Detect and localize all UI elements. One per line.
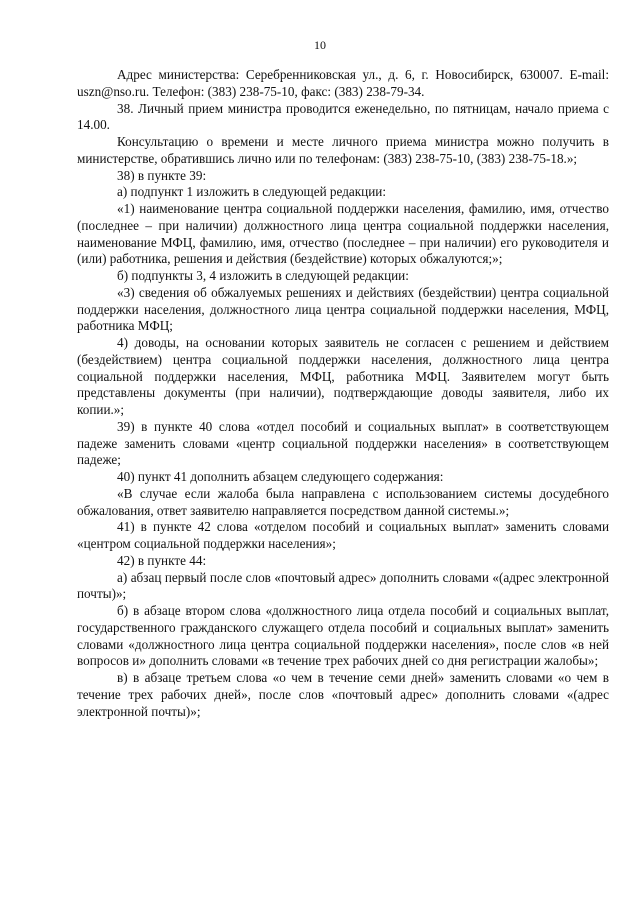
paragraph-38-reception: 38. Личный прием министра проводится еженедельно, по пятницам, начало приема с 14.00.	[77, 100, 609, 133]
paragraph-quote-3: «3) сведения об обжалуемых решениях и действиях (бездействии) центра социальной поддержки населения, должностного лица центра социальной поддержки населения, МФЦ, работника МФЦ;	[77, 284, 609, 334]
paragraph-consultation: Консультацию о времени и месте личного приема министра можно получить в министерстве, обратившись лично или по телефонам: (383) 238-75-10, (383) 238-75-18.»;	[77, 134, 609, 166]
paragraph-item-40: 40) пункт 41 дополнить абзацем следующего содержания:	[117, 469, 444, 484]
paragraph-quote-system: «В случае если жалоба была направлена с использованием системы досудебного обжалования, ответ заявителю направляется посредством данной системы.»;	[77, 485, 609, 518]
paragraph-item-39: 39) в пункте 40 слова «отдел пособий и социальных выплат» в соответствующем падеже заменить словами «центр социальной поддержки населения» в соответствующем падеже;	[77, 418, 609, 468]
paragraph-subitem-a: а) подпункт 1 изложить в следующей редакции:	[117, 184, 387, 200]
paragraph-subitem-b: б) подпункты 3, 4 изложить в следующей редакции:	[117, 268, 409, 283]
document-body	[77, 67, 609, 720]
paragraph-item-42: 42) в пункте 44:	[117, 552, 207, 568]
paragraph-item-41: 41) в пункте 42 слова «отделом пособий и социальных выплат» заменить словами «центром социальной поддержки населения»;	[77, 519, 609, 551]
paragraph-item-38: 38) в пункте 39:	[117, 167, 207, 183]
paragraph-subitem-b-44: б) в абзаце втором слова «должностного лица отдела пособий и социальных выплат, государственного гражданского служащего отдела пособий и социальных выплат» заменить словами «должностного лица центра социальной поддержки населения», после слов «в ней вопросов и» дополнить словами «в течение трех рабочих дней со дня регистрации жалобы»;	[77, 603, 609, 669]
paragraph-subitem-v-44: в) в абзаце третьем слова «о чем в течение семи дней» заменить словами «о чем в течение трех рабочих дней», после слов «почтовый адрес» дополнить словами «(адрес электронной почты)»;	[77, 670, 609, 719]
paragraph-subitem-a-44: а) абзац первый после слов «почтовый адрес» дополнить словами «(адрес электронной почты)»;	[77, 569, 609, 602]
paragraph-quote-4: 4) доводы, на основании которых заявитель не согласен с решением и действием (бездействием) центра социальной поддержки населения, должностного лица центра социальной поддержки населения, МФЦ, работника МФЦ. Заявителем могут быть представлены документы (при наличии), подтверждающие доводы заявителя, либо их копии.»;	[77, 335, 609, 417]
paragraph-quote-1: «1) наименование центра социальной поддержки населения, фамилию, имя, отчество (последнее – при наличии) должностного лица центра социальной поддержки населения, наименование МФЦ, фамилию, имя, отчество (последнее – при наличии) его руководителя и (или) работника, решения и действия (бездействие) которых обжалуются;»;	[77, 201, 609, 267]
page-number: 10	[314, 38, 326, 52]
paragraph-ministry-address: Адрес министерства: Серебренниковская ул., д. 6, г. Новосибирск, 630007. E-mail: uszn@nso.ru. Телефон: (383) 238-75-10, факс: (383) 238-79-34.	[77, 67, 609, 99]
